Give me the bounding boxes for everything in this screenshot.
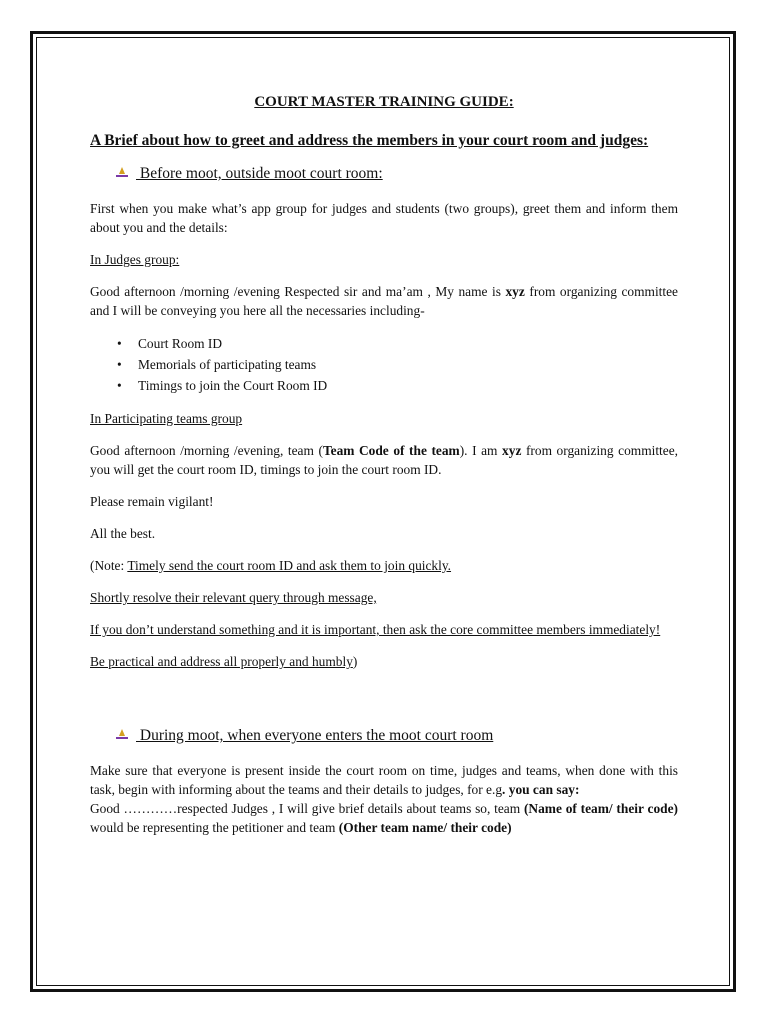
section-heading-during-moot: During moot, when everyone enters the moot court room xyxy=(116,726,678,745)
judges-group-label: In Judges group: xyxy=(90,252,180,267)
note-line-2: Shortly resolve their relevant query through message, xyxy=(90,590,377,605)
note-line-4: Be practical and address all properly and humbly) xyxy=(90,654,358,669)
necessaries-list xyxy=(90,333,678,396)
best-wishes-line: All the best. xyxy=(90,526,156,541)
vigilant-line: Please remain vigilant! xyxy=(90,494,214,509)
list-item: • Timings to join the Court Room ID xyxy=(138,375,678,396)
during-moot-paragraph: Make sure that everyone is present inside the court room on time, judges and teams, when done with this task, begin with informing about the teams and their details to judges, for e.g. you can say: xyxy=(90,763,678,797)
judges-message: Good afternoon /morning /evening Respected sir and ma’am , My name is xyz from organizing committee and I will be conveying you here all the necessaries including- xyxy=(90,284,678,318)
document-subtitle: A Brief about how to greet and address the members in your court room and judges: xyxy=(90,132,649,149)
list-item: • Memorials of participating teams xyxy=(138,354,678,375)
document-body xyxy=(90,93,678,837)
note-line-3: If you don’t understand something and it is important, then ask the core committee members immediately! xyxy=(90,622,661,637)
intro-paragraph: First when you make what’s app group for judges and students (two groups), greet them and inform them about you and the details: xyxy=(90,201,678,235)
list-item: • Court Room ID xyxy=(138,333,678,354)
document-title: COURT MASTER TRAINING GUIDE: xyxy=(254,94,514,110)
note-line-1: (Note: Timely send the court room ID and ask them to join quickly. xyxy=(90,558,452,573)
arrow-bullet-icon xyxy=(116,729,128,741)
arrow-bullet-icon xyxy=(116,167,128,179)
section-gap xyxy=(90,684,678,726)
section-heading-before-moot: Before moot, outside moot court room: xyxy=(116,164,678,183)
judges-brief-paragraph: Good …………respected Judges , I will give brief details about teams so, team (Name of team/ their code) would be representing the petitioner and team (Other team name/ their code) xyxy=(90,801,678,835)
teams-group-label: In Participating teams group xyxy=(90,411,243,426)
teams-message: Good afternoon /morning /evening, team (Team Code of the team). I am xyz from organizing committee, you will get the court room ID, timings to join the court room ID. xyxy=(90,443,679,477)
